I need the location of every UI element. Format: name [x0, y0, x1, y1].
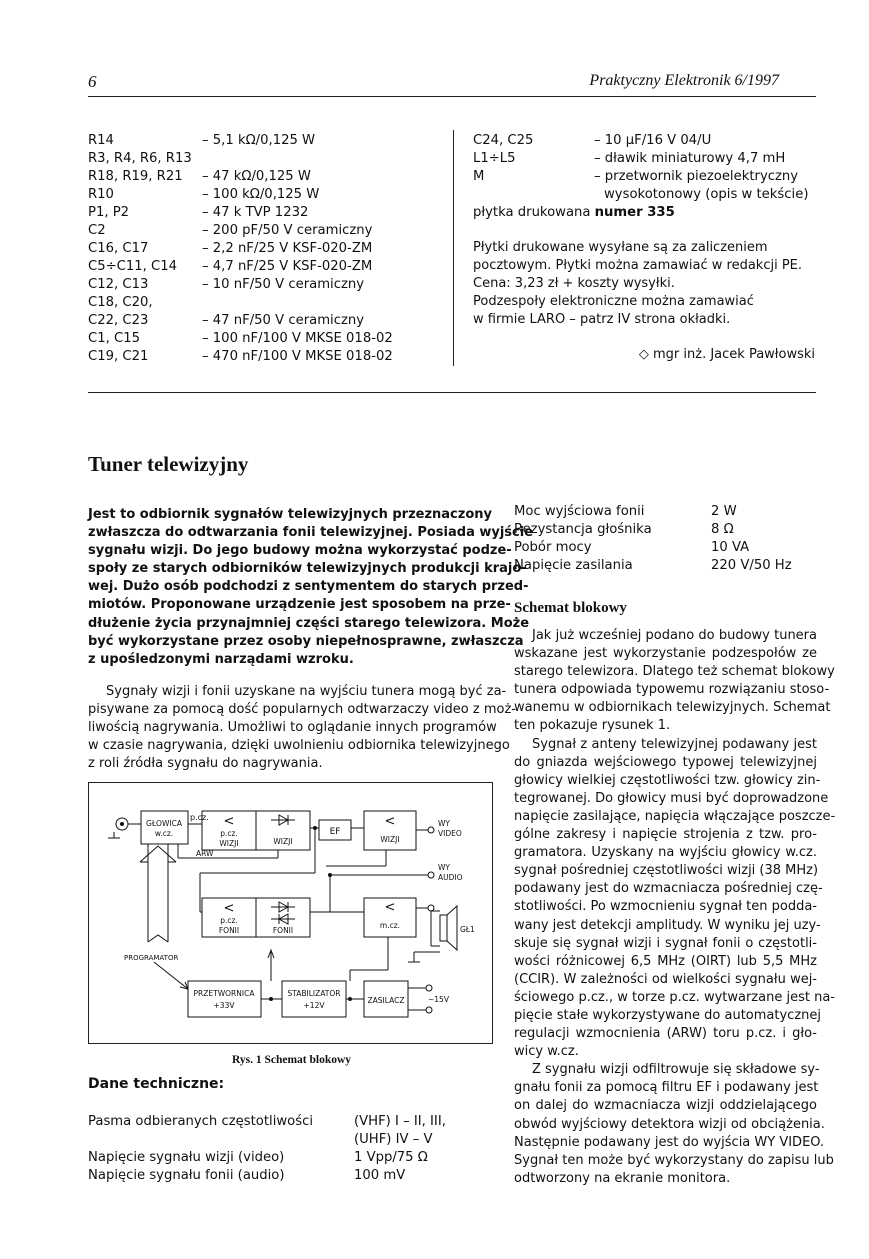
spec-row-label: Napięcie zasilania [514, 558, 633, 573]
part-row-label: M [473, 169, 485, 184]
text-line: sygnał pośredniej częstotliwości wizji (38 MHz) [514, 863, 819, 879]
text-line: Jest to odbiornik sygnałów telewizyjnych przeznaczony [88, 507, 492, 522]
text-line: Z sygnału wizji odfiltrowuje się składowe sy- [532, 1062, 820, 1078]
spec-row-value: 8 Ω [711, 522, 734, 537]
part-row [88, 222, 393, 240]
ef-label: EF [329, 827, 341, 837]
spec-row-label: Moc wyjściowa fonii [514, 504, 645, 519]
spec-row-label [88, 1131, 354, 1149]
part-row-label: C18, C20, [88, 295, 153, 310]
paragraph-3 [514, 736, 836, 1062]
part-row [88, 330, 393, 348]
text-line: podawany jest do wzmacniacza pośredniej czę- [514, 881, 823, 897]
journal-title: Praktyczny Elektronik 6/1997 [589, 72, 779, 89]
header-rule [88, 96, 816, 97]
text-line: społy ze starych odbiorników telewizyjnych produkcji krajo- [88, 561, 527, 577]
spec-row [88, 1131, 446, 1149]
text-line: pocztowym. Płytki można zamawiać w redakcji PE. [473, 258, 803, 274]
text-line: dłużenie życia przynajmniej części starego telewizora. Może [88, 615, 530, 631]
text-line: gólne zakresy i napięcie strojenia z tzw. pro- [514, 827, 817, 843]
part-row-label: L1÷L5 [473, 151, 516, 166]
tech-specs-table [88, 1113, 446, 1185]
pcb-label: płytka drukowana [473, 205, 595, 220]
text-line: wej. Dużo osób podchodzi z sentymentem do starych przed- [88, 579, 529, 595]
spec-row-label: Napięcie sygnału fonii (audio) [88, 1168, 285, 1183]
text-line: Sygnały wizji i fonii uzyskane na wyjściu tunera mogą być za- [106, 684, 507, 699]
text-line: miotów. Proponowane urządzenie jest sposobem na prze- [88, 597, 511, 613]
spec-row-label: Pobór mocy [514, 540, 592, 555]
text-line: sygnału wizji. Do jego budowy można wykorzystać podze- [88, 543, 512, 559]
part-row [88, 240, 393, 258]
part-row [88, 312, 393, 330]
stabilizator-label: STABILIZATOR [287, 989, 341, 998]
block-diagram [88, 782, 493, 1044]
spec-row [514, 557, 792, 575]
text-line: tunera odpowiada typowemu rozwiązaniu stoso- [514, 682, 830, 698]
text-line: Podzespoły elektroniczne można zamawiać [473, 294, 754, 310]
pcz-label: p.cz. [190, 813, 209, 822]
text-line: wany jest detekcji amplitudy. W wyniku jej uzy- [514, 917, 821, 933]
text-line: z upośledzonymi narządami wzroku. [88, 651, 354, 667]
text-line: regulacji wzmocnienia (ARW) toru p.cz. i gło- [514, 1026, 817, 1042]
programator-label: PROGRAMATOR [124, 954, 179, 962]
spec-row-value: 220 V/50 Hz [711, 558, 792, 573]
part-row-label: R3, R4, R6, R13 [88, 151, 192, 166]
author: ◇ mgr inż. Jacek Pawłowski [638, 347, 815, 362]
text-line: wskazane jest wykorzystanie podzespołów ze [514, 646, 817, 662]
part-row-label: R14 [88, 133, 114, 148]
lead-paragraph [88, 506, 534, 669]
part-row [473, 150, 808, 168]
text-line: głowicy wielkiej częstotliwości tzw. głowicy zin- [514, 772, 821, 788]
stabilizator-voltage: +12V [303, 1001, 325, 1010]
part-row [88, 204, 393, 222]
part-row-value: – 100 nF/100 V MKSE 018-02 [202, 331, 393, 346]
text-line: pisywane za pomocą dość popularnych odtwarzaczy video z moż- [88, 702, 516, 718]
przetwornica-label: PRZETWORNICA [193, 989, 255, 998]
spec-row-label: Napięcie sygnału wizji (video) [88, 1150, 285, 1165]
text-line: Jak już wcześniej podano do budowy tunera [532, 628, 817, 643]
text-line: liwością nagrywania. Umożliwi to oglądanie innych programów [88, 720, 497, 736]
figure-caption: Rys. 1 Schemat blokowy [231, 1054, 352, 1066]
text-line: w firmie LARO – patrz IV strona okładki. [473, 312, 731, 328]
part-row-label: R18, R19, R21 [88, 169, 183, 184]
wy-video-1: WY [438, 819, 450, 828]
pcz-wizji-1: p.cz. [220, 829, 238, 838]
text-line: do gniazda wejściowego typowej telewizyjnej [514, 754, 817, 770]
przetwornica-voltage: +33V [213, 1001, 235, 1010]
part-row-value: – 47 k TVP 1232 [202, 205, 309, 220]
spec-row-value: (VHF) I – II, III, [354, 1114, 446, 1129]
section-rule [88, 392, 816, 393]
body-column [514, 627, 836, 1188]
part-row-label: R10 [88, 187, 114, 202]
part-row-label: C19, C21 [88, 349, 149, 364]
part-row-label: C22, C23 [88, 313, 149, 328]
paragraph-2 [514, 627, 835, 736]
part-row-value: – 5,1 kΩ/0,125 W [202, 133, 316, 148]
pcz-fonii-1: p.cz. [220, 916, 238, 925]
part-row [88, 186, 393, 204]
text-line: gnału fonii za pomocą filtru EF i podawany jest [514, 1080, 819, 1096]
part-row-value: – dławik miniaturowy 4,7 mH [594, 151, 786, 166]
text-line: Płytki drukowane wysyłane są za zaliczeniem [473, 240, 768, 255]
part-row [88, 258, 393, 276]
part-row [473, 168, 808, 186]
mcz-label: m.cz. [379, 921, 401, 930]
text-line: tegrowanej. Do głowicy musi być doprowadzone [514, 790, 829, 806]
amp-symbol-2: < [384, 814, 396, 829]
spec-row-value: 100 mV [354, 1168, 406, 1183]
part-row-value: – 200 pF/50 V ceramiczny [202, 223, 373, 238]
spec-row-value: 10 VA [711, 540, 750, 555]
text-line: zwłaszcza do odtwarzania fonii telewizyjnej. Posiada wyjście [88, 525, 534, 541]
text-line: w czasie nagrywania, dzięki uwolnieniu odbiornika telewizyjnego [88, 738, 510, 754]
arw-label: ARW [196, 849, 214, 858]
spec-row [88, 1149, 446, 1167]
amp-symbol-4: < [384, 900, 396, 915]
text-line: pięcie stałe wykorzystywane do automatycznej [514, 1007, 821, 1023]
part-row-value [202, 150, 393, 168]
speaker-label: GŁ1 [460, 925, 475, 934]
part-row [88, 348, 393, 366]
text-line: Sygnał z anteny telewizyjnej podawany jest [532, 736, 817, 752]
part-row [88, 294, 393, 312]
ac-voltage-label: ~15V [428, 995, 449, 1004]
spec-row [88, 1167, 446, 1185]
part-row-value: – 100 kΩ/0,125 W [202, 187, 320, 202]
text-line: z roli źródła sygnału do nagrywania. [88, 756, 323, 772]
text-line: wanemu w odbiornikach telewizyjnych. Schemat [514, 700, 831, 716]
text-line: być wykorzystane przez osoby niepełnosprawne, zwłaszcza [88, 633, 524, 649]
paragraph-4 [514, 1061, 834, 1188]
spec-row-value: 2 W [711, 504, 737, 519]
part-row-value: – przetwornik piezoelektryczny [594, 169, 799, 184]
article-title: Tuner telewizyjny [88, 452, 249, 476]
part-row-value: – 10 nF/50 V ceramiczny [202, 277, 365, 292]
part-row [473, 186, 808, 204]
text-line: starego telewizora. Dlatego też schemat blokowy [514, 664, 835, 680]
part-row [88, 150, 393, 168]
pcb-number: numer 335 [594, 205, 675, 220]
spec-row [514, 521, 792, 539]
wzm-wizji-label: WIZJI [380, 835, 400, 844]
page-number: 6 [88, 72, 97, 91]
part-row [88, 276, 393, 294]
amp-symbol-3: < [223, 901, 235, 916]
amp-symbol-1: < [223, 814, 235, 829]
intro-paragraph [88, 683, 516, 773]
text-line: stotliwości. Po wzmocnieniu sygnał ten podda- [514, 899, 817, 915]
spec-row [514, 503, 792, 521]
part-row-label: C2 [88, 223, 106, 238]
part-row [473, 132, 808, 150]
part-row-value: – 4,7 nF/25 V KSF-020-ZM [202, 259, 373, 274]
text-line: obwód wyjściowy detektora wizji od obciążenia. [514, 1116, 825, 1132]
text-line: wicy w.cz. [514, 1044, 579, 1060]
spec-row-value: 1 Vpp/75 Ω [354, 1150, 428, 1165]
text-line: Cena: 3,23 zł + koszty wysyłki. [473, 276, 675, 292]
pcz-fonii-2: FONII [218, 926, 240, 935]
part-row [88, 168, 393, 186]
text-line: Następnie podawany jest do wyjścia WY VIDEO. [514, 1134, 825, 1150]
text-line: gramatora. Uzyskany na wyjściu głowicy w.cz. [514, 845, 817, 861]
parts-list-left [88, 132, 393, 366]
part-row-value: wysokotonowy (opis w tekście) [604, 187, 809, 202]
spec-row-value: (UHF) IV – V [354, 1132, 433, 1147]
tech-data-title: Dane techniczne: [88, 1076, 225, 1092]
spec-row-label: Rezystancja głośnika [514, 522, 652, 537]
text-line: (CCIR). W zależności od wielkości sygnału wej- [514, 971, 817, 987]
text-line: skuje się sygnał wizji i sygnał fonii o częstotli- [514, 935, 817, 951]
glowica-label: GŁOWICA [146, 819, 182, 828]
text-line: ściowego p.cz., w torze p.cz. wytwarzane jest na- [514, 989, 835, 1005]
spec-row-label: Pasma odbieranych częstotliwości [88, 1114, 314, 1129]
part-row-value: – 47 nF/50 V ceramiczny [202, 313, 365, 328]
text-line: odtworzony na ekranie monitora. [514, 1170, 731, 1186]
pcb-info [473, 204, 675, 222]
part-row [88, 132, 393, 150]
shipping-info [473, 239, 803, 329]
wy-audio-2: AUDIO [438, 873, 463, 882]
part-row-value: – 10 µF/16 V 04/U [594, 133, 712, 148]
parts-list-right [473, 132, 808, 204]
wy-video-2: VIDEO [438, 829, 462, 838]
section-title: Schemat blokowy [514, 600, 627, 616]
part-row-value: – 47 kΩ/0,125 W [202, 169, 311, 184]
text-line: napięcie zasilające, napięcia włączające poszcze- [514, 808, 836, 824]
part-row-label [473, 186, 594, 204]
part-row-label: C5÷C11, C14 [88, 259, 178, 274]
text-line: ten pokazuje rysunek 1. [514, 718, 671, 734]
part-row-value [202, 294, 393, 312]
text-line: on dalej do wzmacniacza wizji oddzielającego [514, 1098, 817, 1114]
spec-row [514, 539, 792, 557]
wy-audio-1: WY [438, 863, 450, 872]
part-row-value: – 2,2 nF/25 V KSF-020-ZM [202, 241, 373, 256]
part-row-label: P1, P2 [88, 205, 130, 220]
text-line: Sygnał ten może być wykorzystany do zapisu lub [514, 1152, 834, 1168]
pcz-wizji-2: WIZJI [219, 839, 239, 848]
part-row-label: C16, C17 [88, 241, 149, 256]
right-specs-table [514, 503, 792, 575]
det-fonii-label: FONII [272, 926, 294, 935]
column-divider [453, 130, 454, 366]
part-row-value: – 470 nF/100 V MKSE 018-02 [202, 349, 393, 364]
part-row-label: C12, C13 [88, 277, 149, 292]
spec-row [88, 1113, 446, 1131]
glowica-sub: w.cz. [154, 829, 174, 838]
part-row-label: C1, C15 [88, 331, 140, 346]
det-wizji-label: WIZJI [273, 837, 293, 846]
zasilacz-label: ZASILACZ [367, 996, 405, 1005]
text-line: wości różnicowej 6,5 MHz (OIRT) lub 5,5 MHz [514, 953, 817, 969]
part-row-label: C24, C25 [473, 133, 534, 148]
